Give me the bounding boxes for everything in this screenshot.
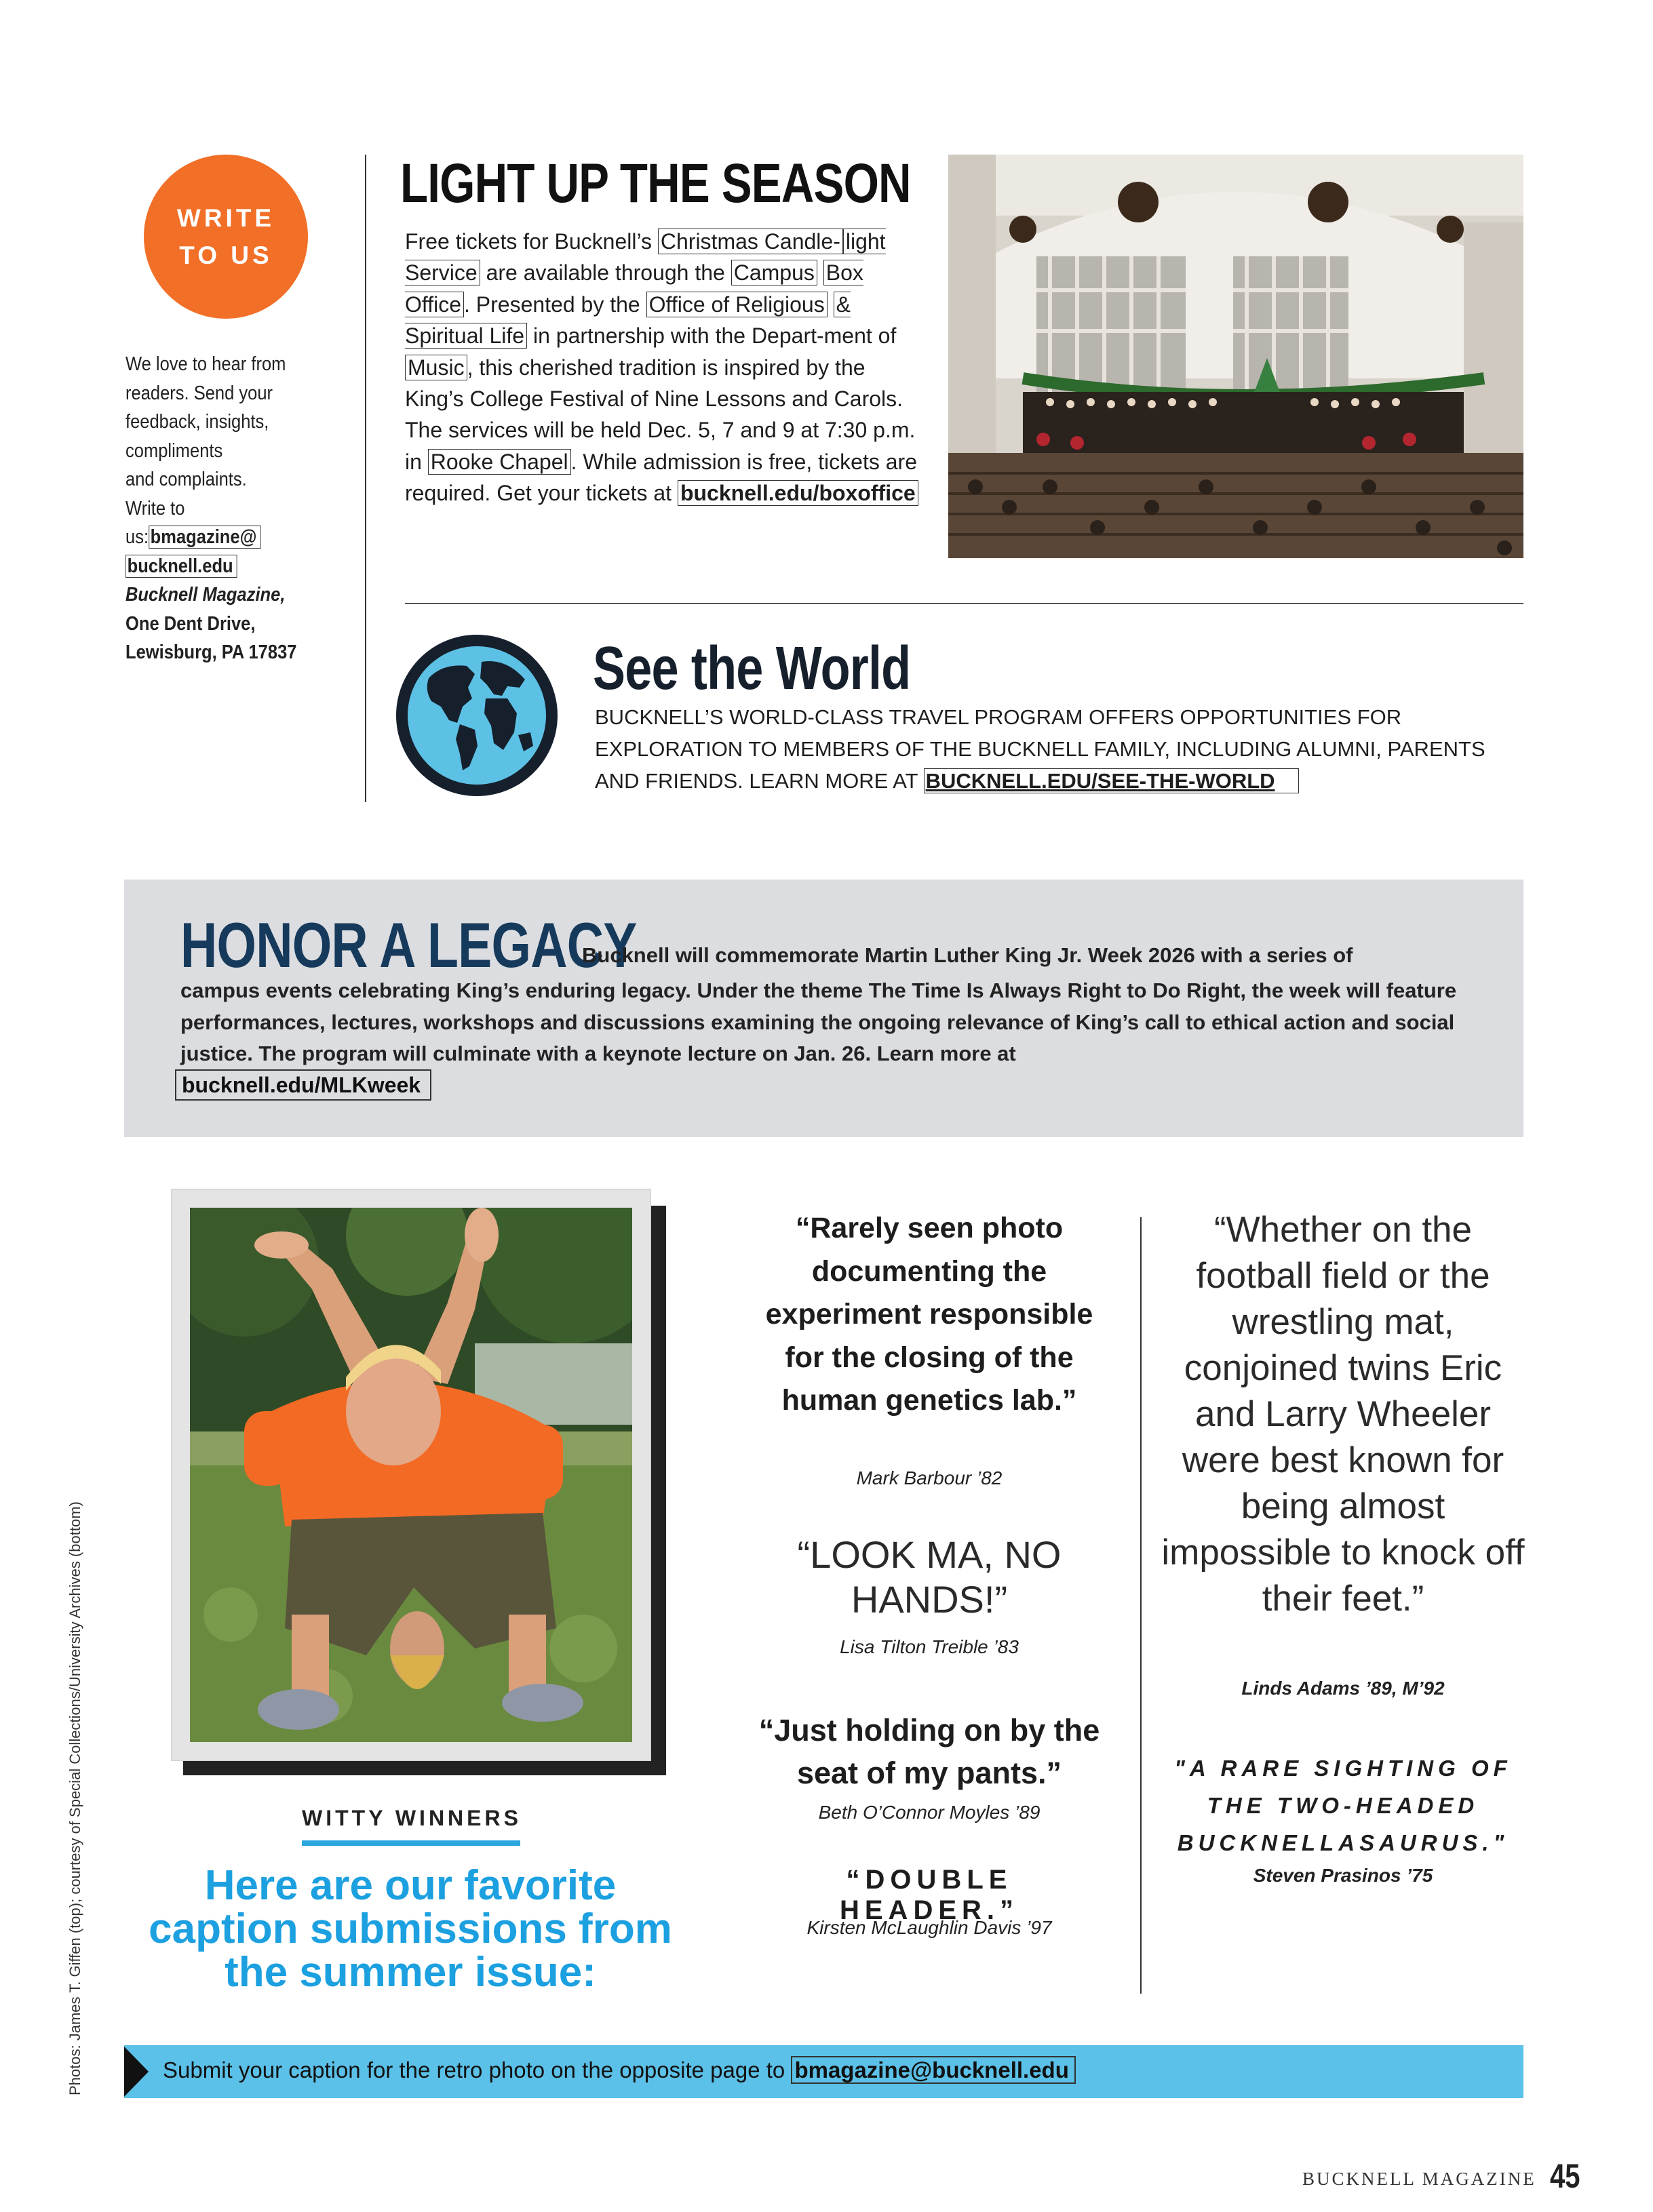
retro-photo-illustration [190,1208,632,1742]
link-religious-life-2[interactable]: & Spiritual Life [405,292,851,349]
link-see-the-world[interactable]: BUCKNELL.EDU/SEE-THE-WORLD [924,768,1299,793]
street-address: One Dent Drive, [125,612,256,635]
quotes-divider [1140,1217,1142,1994]
quote-4: “DOUBLE HEADER.” [839,1865,1019,1925]
globe-icon [392,631,562,800]
write-badge-line-1: WRITE [176,204,275,232]
chapel-photo [948,155,1523,558]
write-intro-line: Write to [125,497,185,519]
light-up-title: LIGHT UP THE SEASON [400,153,911,214]
link-boxoffice[interactable]: bucknell.edu/boxoffice [678,480,918,506]
link-christmas-candlelight-2[interactable]: light Service [405,229,886,285]
quote-4-author: Kirsten McLaughlin Davis ’97 [806,1917,1052,1938]
submit-email-link[interactable]: bmagazine@bucknell.edu [791,2056,1075,2084]
city-address: Lewisburg, PA 17837 [125,641,297,663]
quote-3-author: Beth O’Connor Moyles ’89 [818,1802,1041,1823]
quote-6: "A RARE SIGHTING OF THE TWO-HEADED BUCKNELLASAURUS." [1174,1756,1512,1855]
quote-5-author: Linds Adams ’89, M’92 [1241,1678,1445,1699]
quote-2-author: Lisa Tilton Treible ’83 [840,1636,1019,1657]
see-the-world-body: BUCKNELL’S WORLD-CLASS TRAVEL PROGRAM OFFERS OPPORTUNITIES FOR EXPLORATION TO MEMBERS OF THE BUCKNELL FAMILY, INCLUDING ALUMNI, PARENTS AND FRIENDS. LEARN MORE AT BUCKNELL.EDU/SEE-THE-WORLD [595,705,1485,793]
column-divider [365,155,366,802]
quote-1: “Rarely seen photo documenting the experiment responsible for the closing of the human genetics lab.” [765,1212,1093,1417]
write-intro-line: and complaints. [125,469,247,490]
quote-5: “Whether on the football field or the wrestling mat, conjoined twins Eric and Larry Wheeler were best known for being almost impossible to knock off their feet.” [1161,1210,1525,1619]
quote-2: “LOOK MA, NO HANDS!” [797,1533,1062,1621]
write-intro-line: feedback, insights, [125,411,269,433]
write-intro-line: readers. Send your [125,382,273,404]
link-music[interactable]: Music [405,355,467,380]
link-rooke-chapel[interactable]: Rooke Chapel [428,449,571,475]
witty-winners-label: WITTY WINNERS [302,1806,522,1830]
write-us-prefix: us: [125,526,149,548]
link-religious-life[interactable]: Office of Religious [646,292,828,317]
section-divider [405,603,1523,604]
retro-photo [190,1208,632,1742]
email-link-part-1[interactable]: bmagazine@ [149,526,261,549]
write-to-us-badge [144,155,308,319]
write-to-us-text [125,350,298,667]
chapel-photo-illustration [948,155,1523,558]
write-badge-line-2: TO US [179,241,273,269]
link-mlk-week[interactable]: bucknell.edu/MLKweek [175,1069,431,1101]
submit-caption-text: Submit your caption for the retro photo on the opposite page to bmagazine@bucknell.edu [163,2057,1076,2083]
honor-legacy-title: HONOR A LEGACY [180,909,637,981]
footer-magazine-name: BUCKNELL MAGAZINE [1302,2169,1536,2189]
quote-6-author: Steven Prasinos ’75 [1253,1865,1433,1886]
write-intro-line: compliments [125,439,223,462]
magazine-name: Bucknell Magazine, [125,584,286,606]
honor-legacy-first-line: Bucknell will commemorate Martin Luther King Jr. Week 2026 with a series of [582,943,1353,967]
link-campus-box-office-2[interactable]: Box Office [405,260,863,317]
quote-1-author: Mark Barbour ’82 [856,1467,1003,1488]
honor-legacy-body: campus events celebrating King’s enduring legacy. Under the theme The Time Is Always Right to Do Right, the week will feature performances, lectures, workshops and discussions examining the ongoing relevance of King’s call to ethical action and social justice. The program will culminate with a keynote lecture on Jan. 26. Learn more at [180,979,1457,1065]
quote-3: “Just holding on by the seat of my pants.” [758,1713,1100,1790]
link-campus-box-office[interactable]: Campus [731,260,817,285]
light-up-body: Free tickets for Bucknell’s Christmas Candle- light Service are available through the Campus Box Office . Presented by the Office of Religious & Spiritual Life in partnership with the Depart-ment of Music , this cherished tradition is inspired by the King’s College Festival of Nine Lessons and Carols. The services will be held Dec. 5, 7 and 9 at 7:30 p.m. in Rooke Chapel . While admission is free, tickets are required. Get your tickets at bucknell.edu/boxoffice [405,229,917,506]
witty-underline [302,1840,520,1846]
link-christmas-candlelight[interactable]: Christmas Candle- [658,229,843,254]
see-the-world-title: See the World [593,635,911,703]
page-number: 45 [1550,2157,1580,2195]
photo-credit: Photos: James T. Giffen (top); courtesy of Special Collections/University Archives (bottom) [66,1501,83,2095]
witty-headline: Here are our favorite caption submissions from the summer issue: [149,1862,672,1996]
arrow-right-icon [124,2047,149,2097]
write-intro-line: We love to hear from [125,353,286,375]
email-link-part-2[interactable]: bucknell.edu [125,555,237,578]
